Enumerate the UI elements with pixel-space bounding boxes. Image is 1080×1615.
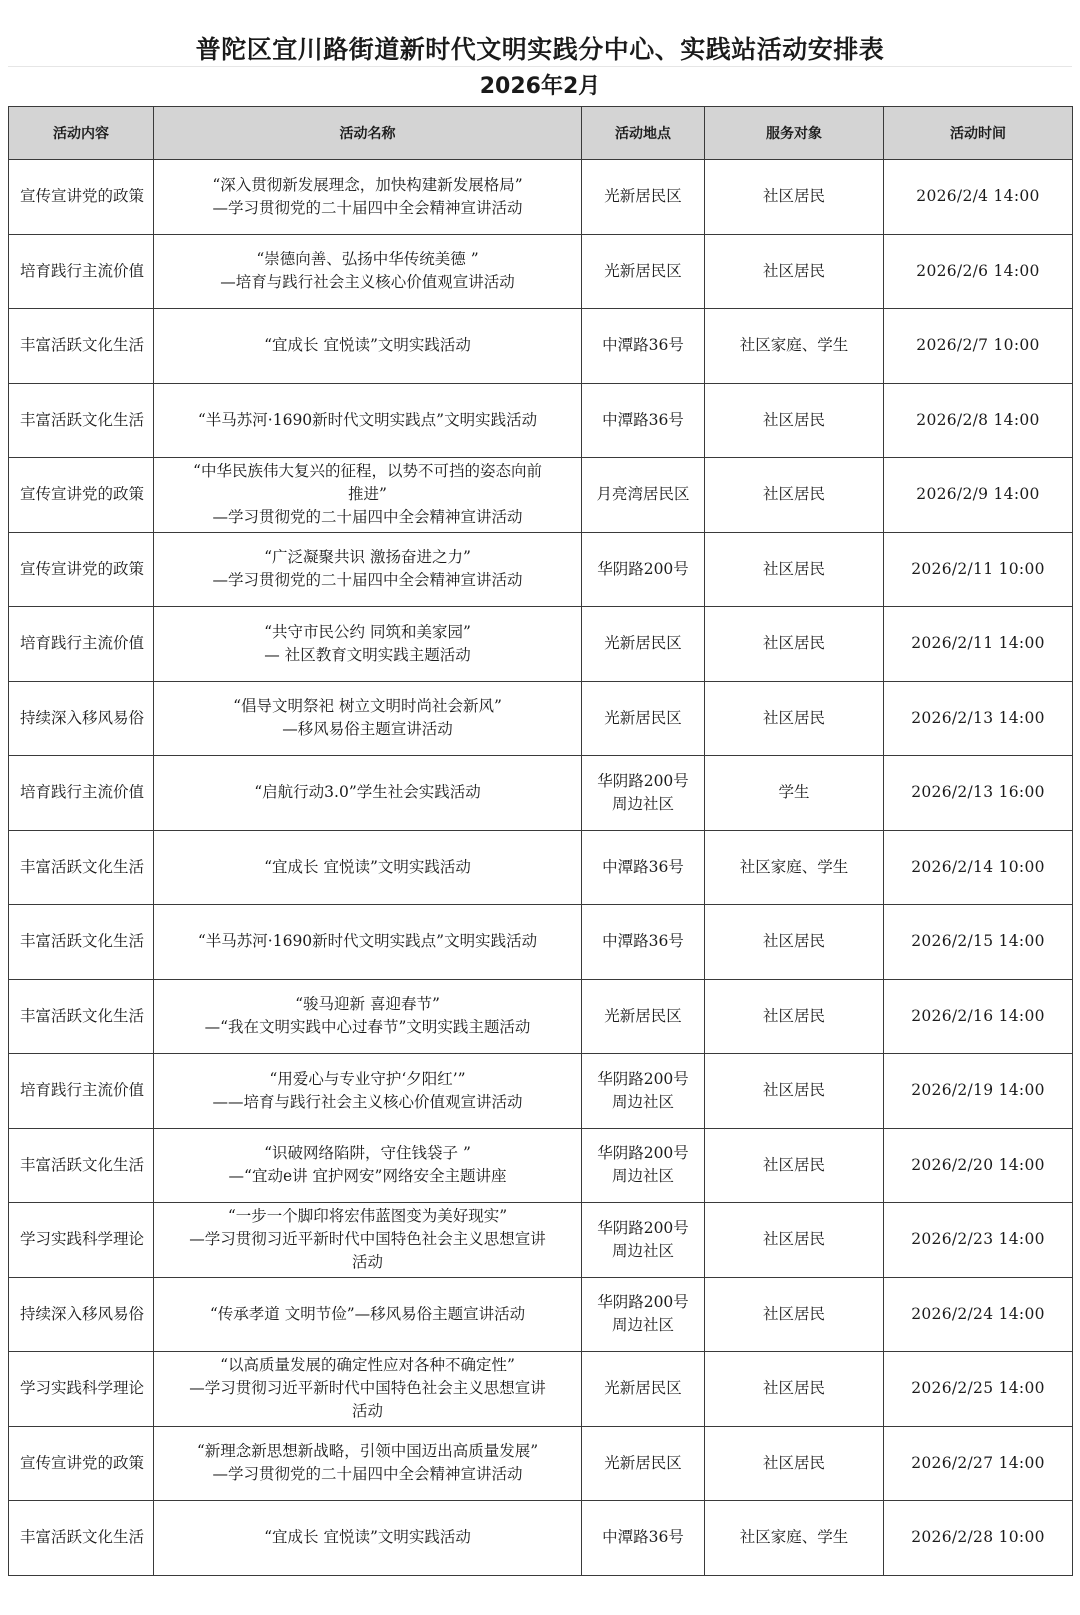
activity-location-cell	[582, 1203, 705, 1278]
service-target-cell: 社区居民	[705, 1203, 884, 1278]
table-row	[9, 979, 1073, 1054]
activity-content-cell: 培育践行主流价值	[9, 234, 154, 309]
activity-content-cell: 培育践行主流价值	[9, 756, 154, 831]
activity-name-line: “启航行动3.0”学生社会实践活动	[254, 783, 481, 802]
service-target-cell: 社区居民	[705, 1128, 884, 1203]
activity-location-line: 光新居民区	[604, 708, 682, 727]
activity-content-cell: 丰富活跃文化生活	[9, 830, 154, 905]
activity-content-cell: 学习实践科学理论	[9, 1352, 154, 1427]
activity-name-line: “崇德向善、弘扬中华传统美德 ”	[256, 250, 479, 269]
activity-name-cell	[154, 309, 582, 384]
activity-name-cell	[154, 160, 582, 235]
activity-location-cell	[582, 1352, 705, 1427]
activity-name-cell	[154, 756, 582, 831]
activity-location-cell	[582, 1054, 705, 1129]
activity-name-line: “深入贯彻新发展理念，加快构建新发展格局”	[212, 175, 523, 194]
activity-location-line: 华阴路200号	[597, 1069, 689, 1088]
table-body	[9, 160, 1073, 1576]
activity-name-line: “用爱心与专业守护‘夕阳红’”	[269, 1069, 466, 1088]
activity-name-line: —“宜动e讲 宜护网安”网络安全主题讲座	[228, 1167, 507, 1186]
activity-name-line: 活动	[351, 1402, 383, 1421]
activity-name-line: —“我在文明实践中心过春节”文明实践主题活动	[204, 1018, 531, 1037]
activity-location-line: 华阴路200号	[597, 1144, 689, 1163]
activity-location-line: 中潭路36号	[602, 932, 684, 951]
activity-location-line: 光新居民区	[604, 187, 682, 206]
activity-schedule-table	[8, 106, 1073, 1576]
activity-content-cell: 培育践行主流价值	[9, 1054, 154, 1129]
activity-time-cell: 2026/2/19 14:00	[884, 1054, 1073, 1129]
activity-location-line: 中潭路36号	[602, 857, 684, 876]
service-target-cell: 社区居民	[705, 160, 884, 235]
activity-location-cell	[582, 234, 705, 309]
activity-name-cell	[154, 607, 582, 682]
activity-location-cell	[582, 979, 705, 1054]
activity-name-line: —移风易俗主题宣讲活动	[282, 720, 453, 739]
activity-location-cell	[582, 1277, 705, 1352]
activity-time-cell: 2026/2/20 14:00	[884, 1128, 1073, 1203]
activity-location-line: 周边社区	[611, 794, 674, 813]
activity-location-cell	[582, 756, 705, 831]
activity-content-cell: 持续深入移风易俗	[9, 681, 154, 756]
table-row	[9, 383, 1073, 458]
activity-name-line: “共守市民公约 同筑和美家园”	[264, 622, 471, 641]
activity-location-cell	[582, 383, 705, 458]
table-row	[9, 458, 1073, 533]
activity-location-cell	[582, 681, 705, 756]
header-activity-location: 活动地点	[582, 107, 705, 160]
activity-location-line: 光新居民区	[604, 1379, 682, 1398]
table-row	[9, 1128, 1073, 1203]
activity-location-cell	[582, 458, 705, 533]
activity-name-cell	[154, 234, 582, 309]
activity-time-cell: 2026/2/16 14:00	[884, 979, 1073, 1054]
table-row	[9, 1203, 1073, 1278]
table-row	[9, 1054, 1073, 1129]
service-target-cell: 社区家庭、学生	[705, 1501, 884, 1576]
activity-time-cell: 2026/2/23 14:00	[884, 1203, 1073, 1278]
header-service-target: 服务对象	[705, 107, 884, 160]
header-activity-time: 活动时间	[884, 107, 1073, 160]
activity-content-cell: 丰富活跃文化生活	[9, 309, 154, 384]
table-row	[9, 681, 1073, 756]
activity-name-cell	[154, 905, 582, 980]
activity-location-cell	[582, 607, 705, 682]
activity-time-cell: 2026/2/24 14:00	[884, 1277, 1073, 1352]
activity-name-cell	[154, 1277, 582, 1352]
activity-name-cell	[154, 1426, 582, 1501]
activity-content-cell: 丰富活跃文化生活	[9, 905, 154, 980]
activity-time-cell: 2026/2/11 14:00	[884, 607, 1073, 682]
table-header	[9, 107, 1073, 160]
activity-content-cell: 宣传宣讲党的政策	[9, 160, 154, 235]
activity-content-cell: 宣传宣讲党的政策	[9, 1426, 154, 1501]
table-row	[9, 607, 1073, 682]
activity-name-line: —学习贯彻习近平新时代中国特色社会主义思想宣讲	[189, 1379, 546, 1398]
service-target-cell: 社区居民	[705, 383, 884, 458]
activity-location-line: 中潭路36号	[602, 1528, 684, 1547]
activity-content-cell: 培育践行主流价值	[9, 607, 154, 682]
activity-name-line: “倡导文明祭祀 树立文明时尚社会新风”	[233, 697, 502, 716]
activity-name-line: “宜成长 宜悦读”文明实践活动	[264, 336, 471, 355]
activity-name-line: “半马苏河·1690新时代文明实践点”文明实践活动	[197, 410, 538, 429]
header-activity-name: 活动名称	[154, 107, 582, 160]
activity-location-cell	[582, 1501, 705, 1576]
activity-name-cell	[154, 1203, 582, 1278]
activity-location-cell	[582, 309, 705, 384]
activity-name-line: “广泛凝聚共识 激扬奋进之力”	[264, 548, 471, 567]
activity-name-cell	[154, 681, 582, 756]
activity-name-line: —培育与践行社会主义核心价值观宣讲活动	[220, 273, 515, 292]
activity-name-line: “识破网络陷阱，守住钱袋子 ”	[264, 1144, 471, 1163]
activity-location-line: 光新居民区	[604, 261, 682, 280]
activity-name-line: —学习贯彻党的二十届四中全会精神宣讲活动	[212, 571, 523, 590]
table-row	[9, 1352, 1073, 1427]
activity-name-cell	[154, 1501, 582, 1576]
activity-time-cell: 2026/2/13 14:00	[884, 681, 1073, 756]
service-target-cell: 社区家庭、学生	[705, 309, 884, 384]
activity-location-line: 周边社区	[611, 1092, 674, 1111]
activity-content-cell: 宣传宣讲党的政策	[9, 458, 154, 533]
activity-location-line: 华阴路200号	[597, 771, 689, 790]
activity-name-cell	[154, 979, 582, 1054]
activity-name-line: —学习贯彻党的二十届四中全会精神宣讲活动	[212, 508, 523, 527]
activity-content-cell: 丰富活跃文化生活	[9, 383, 154, 458]
activity-time-cell: 2026/2/4 14:00	[884, 160, 1073, 235]
activity-name-line: “以高质量发展的确定性应对各种不确定性”	[220, 1356, 515, 1375]
service-target-cell: 社区居民	[705, 607, 884, 682]
activity-name-cell	[154, 1128, 582, 1203]
activity-name-line: —学习贯彻党的二十届四中全会精神宣讲活动	[212, 198, 523, 217]
activity-name-line: “新理念新思想新战略，引领中国迈出高质量发展”	[196, 1442, 539, 1461]
table-row	[9, 234, 1073, 309]
activity-name-line: 推进”	[348, 485, 387, 504]
activity-location-line: 华阴路200号	[597, 559, 689, 578]
document-header	[0, 0, 1080, 106]
activity-name-line: —学习贯彻党的二十届四中全会精神宣讲活动	[212, 1465, 523, 1484]
activity-location-line: 光新居民区	[604, 634, 682, 653]
activity-content-cell: 丰富活跃文化生活	[9, 979, 154, 1054]
activity-name-cell	[154, 383, 582, 458]
table-row	[9, 1501, 1073, 1576]
service-target-cell: 社区居民	[705, 1277, 884, 1352]
activity-content-cell: 丰富活跃文化生活	[9, 1501, 154, 1576]
document-subtitle: 2026年2月	[479, 74, 601, 99]
activity-location-line: 周边社区	[611, 1241, 674, 1260]
activity-location-line: 光新居民区	[604, 1453, 682, 1472]
activity-name-line: “中华民族伟大复兴的征程，以势不可挡的姿态向前	[193, 462, 542, 481]
activity-name-line: ——培育与践行社会主义核心价值观宣讲活动	[212, 1092, 523, 1111]
table-row	[9, 309, 1073, 384]
activity-name-line: “半马苏河·1690新时代文明实践点”文明实践活动	[197, 932, 538, 951]
activity-name-line: “传承孝道 文明节俭”—移风易俗主题宣讲活动	[209, 1304, 526, 1323]
activity-name-line: 活动	[351, 1253, 383, 1272]
activity-time-cell: 2026/2/27 14:00	[884, 1426, 1073, 1501]
activity-location-cell	[582, 532, 705, 607]
activity-location-line: 周边社区	[611, 1316, 674, 1335]
service-target-cell: 社区居民	[705, 1426, 884, 1501]
activity-location-cell	[582, 1128, 705, 1203]
service-target-cell: 社区居民	[705, 1054, 884, 1129]
activity-location-line: 华阴路200号	[597, 1218, 689, 1237]
title-divider	[8, 66, 1072, 67]
activity-location-line: 中潭路36号	[602, 410, 684, 429]
activity-name-line: —学习贯彻习近平新时代中国特色社会主义思想宣讲	[189, 1230, 546, 1249]
table-row	[9, 905, 1073, 980]
activity-time-cell: 2026/2/14 10:00	[884, 830, 1073, 905]
service-target-cell: 社区居民	[705, 532, 884, 607]
header-activity-content: 活动内容	[9, 107, 154, 160]
activity-time-cell: 2026/2/15 14:00	[884, 905, 1073, 980]
activity-location-line: 光新居民区	[604, 1006, 682, 1025]
table-header-row	[9, 107, 1073, 160]
activity-location-cell	[582, 160, 705, 235]
activity-time-cell: 2026/2/7 10:00	[884, 309, 1073, 384]
activity-time-cell: 2026/2/25 14:00	[884, 1352, 1073, 1427]
service-target-cell: 社区居民	[705, 1352, 884, 1427]
activity-name-line: “一步一个脚印将宏伟蓝图变为美好现实”	[227, 1207, 508, 1226]
activity-content-cell: 持续深入移风易俗	[9, 1277, 154, 1352]
activity-time-cell: 2026/2/9 14:00	[884, 458, 1073, 533]
activity-location-line: 华阴路200号	[597, 1293, 689, 1312]
table-row	[9, 756, 1073, 831]
activity-time-cell: 2026/2/8 14:00	[884, 383, 1073, 458]
activity-name-cell	[154, 1352, 582, 1427]
table-row	[9, 160, 1073, 235]
table-row	[9, 1426, 1073, 1501]
table-row	[9, 1277, 1073, 1352]
service-target-cell: 社区家庭、学生	[705, 830, 884, 905]
service-target-cell: 社区居民	[705, 905, 884, 980]
activity-time-cell: 2026/2/11 10:00	[884, 532, 1073, 607]
activity-name-cell	[154, 458, 582, 533]
activity-content-cell: 宣传宣讲党的政策	[9, 532, 154, 607]
service-target-cell: 社区居民	[705, 979, 884, 1054]
activity-name-cell	[154, 1054, 582, 1129]
activity-location-cell	[582, 905, 705, 980]
activity-time-cell: 2026/2/13 16:00	[884, 756, 1073, 831]
service-target-cell: 社区居民	[705, 458, 884, 533]
table-row	[9, 532, 1073, 607]
activity-name-line: “骏马迎新 喜迎春节”	[295, 995, 440, 1014]
activity-name-line: “宜成长 宜悦读”文明实践活动	[264, 1528, 471, 1547]
activity-location-cell	[582, 830, 705, 905]
table-row	[9, 830, 1073, 905]
activity-location-line: 月亮湾居民区	[596, 485, 690, 504]
activity-content-cell: 学习实践科学理论	[9, 1203, 154, 1278]
activity-name-cell	[154, 830, 582, 905]
activity-time-cell: 2026/2/6 14:00	[884, 234, 1073, 309]
activity-name-line: — 社区教育文明实践主题活动	[264, 645, 471, 664]
activity-time-cell: 2026/2/28 10:00	[884, 1501, 1073, 1576]
activity-name-line: “宜成长 宜悦读”文明实践活动	[264, 857, 471, 876]
document-title: 普陀区宜川路街道新时代文明实践分中心、实践站活动安排表	[195, 35, 885, 64]
activity-location-line: 中潭路36号	[602, 336, 684, 355]
service-target-cell: 社区居民	[705, 234, 884, 309]
activity-location-cell	[582, 1426, 705, 1501]
service-target-cell: 学生	[705, 756, 884, 831]
activity-location-line: 周边社区	[611, 1167, 674, 1186]
service-target-cell: 社区居民	[705, 681, 884, 756]
activity-content-cell: 丰富活跃文化生活	[9, 1128, 154, 1203]
activity-name-cell	[154, 532, 582, 607]
